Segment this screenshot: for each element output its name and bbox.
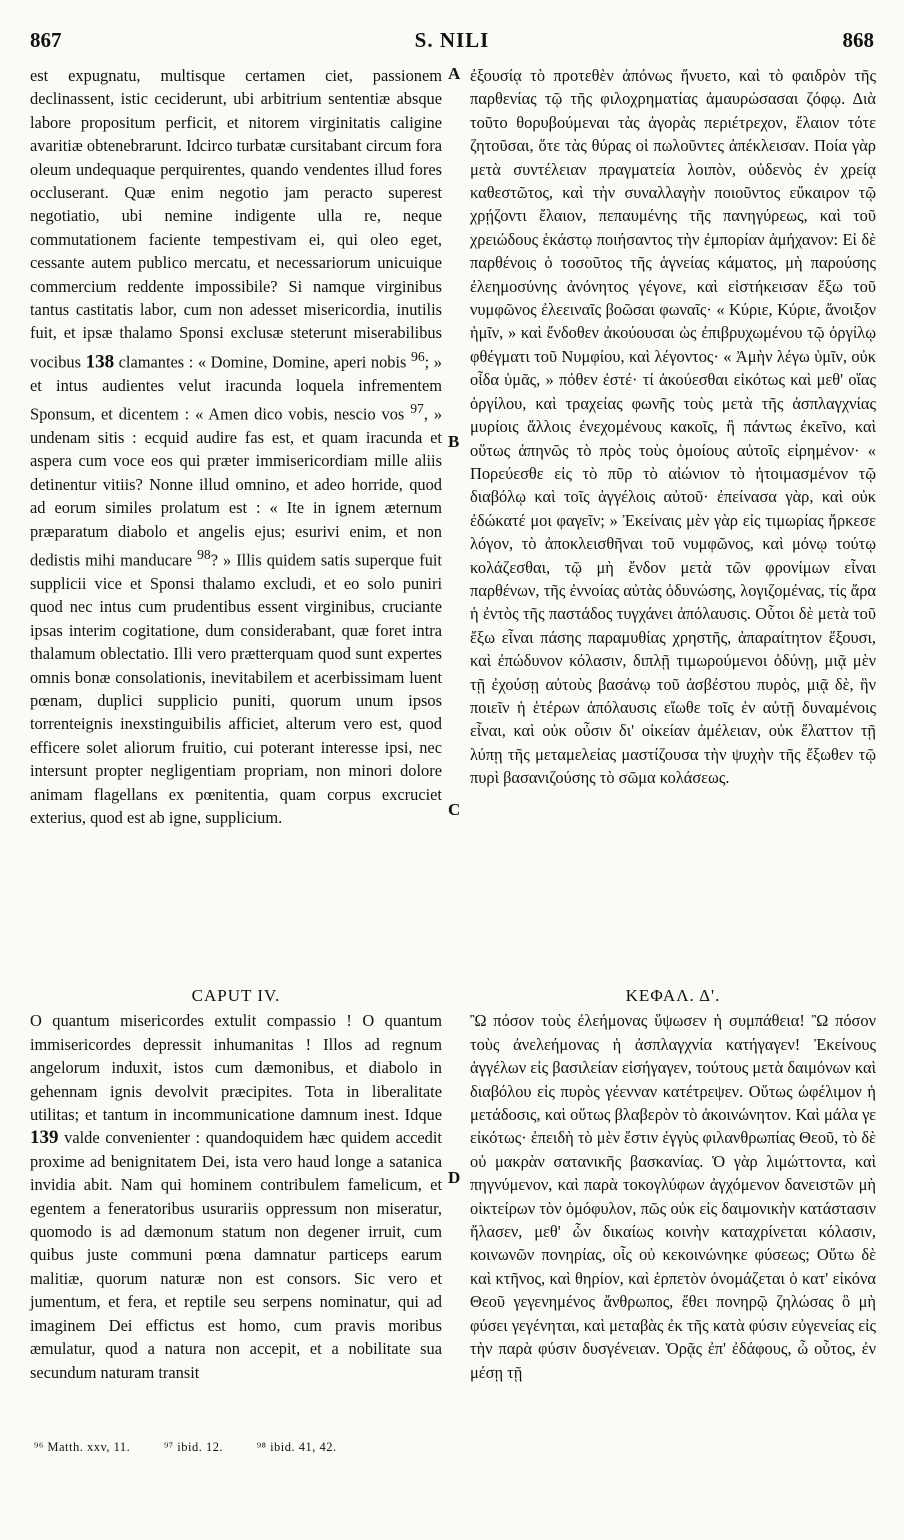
margin-letter-b: B: [448, 432, 460, 451]
left-column-number: 867: [30, 28, 62, 52]
footnote-98: ⁹⁸ ibid. 41, 42.: [256, 1440, 337, 1454]
latin-text-upper: [30, 64, 442, 829]
latin-chapter-heading: CAPUT IV.: [191, 986, 281, 1005]
greek-chapter-4: [470, 984, 876, 1384]
margin-letter-a: A: [448, 64, 461, 83]
column-marker-138: 138: [85, 351, 115, 373]
right-column-number: 868: [842, 28, 874, 52]
page-header: [30, 28, 874, 62]
margin-letter-c: C: [448, 800, 461, 819]
footnote-97: ⁹⁷ ibid. 12.: [163, 1440, 224, 1454]
column-marker-139: 139: [30, 1127, 59, 1149]
greek-chapter-text: Ὢ πόσον τοὺς ἐλεήμονας ὕψωσεν ἡ συμπάθεια! Ὢ πόσον τοὺς ἀνελεήμονας ἡ ἀσπλαγχνία κατήγαγεν! Ἐκείνους ἀγγέλων εἰς βασιλείαν εἰσήγαγεν, τούτους μετὰ δαιμόνων καὶ διαβόλου εἰς πυρὸς γέενναν κατέτρεψεν. Οὕτως ὠφέλιμον ἡ μετάδοσις, καὶ οὕτως βλαβερὸν τὸ ἀκοινώνητον. Καὶ μάλα γε εἰκότως· ἐπειδὴ τὸ μὲν ἔστιν ἐγγὺς φιλανθρωπίας Θεοῦ, τὸ δὲ οὐ μακρὰν σατανικῆς βασκανίας. Ὁ γὰρ λιμώττοντα, καὶ πηγνύμενον, καὶ παρὰ τοκογλύφων ἀγχόμενον δανειστῶν μὴ οἰκτείρων τὸν ὁμόφυλον, πῶς οὐκ εἰς δαιμονικὴν κατάστασιν ἤλασεν, μεθ' ὧν δικαίως κοινὴν καταχρίνεται κόλασιν, κοινωνῶν πονηρίας, οἷς οὐ κεκοινώνηκε φύσεως; Οὕτω δὲ καὶ κτῆνος, καὶ θηρίον, καὶ ἑρπετὸν ὀνομάζεται ὁ κατ' εἰκόνα Θεοῦ γεγενημένος ἄνθρωπος, ἔθει πονηρῷ ζηλώσας ὃ μὴ φύσει γεγένηται, καὶ μεταβὰς ἐκ τῆς κατὰ φύσιν εὐγενείας εἰς τὴν παρὰ φύσιν δυσγένειαν. Ὁρᾷς ἐπ' ἐδάφους, ὦ οὗτος, ἐν μέσῃ τῇ: [470, 1011, 876, 1382]
latin-paragraph: est expugnatu, multisque certamen ciet, passionem declinassent, istic ceciderunt, ubi arbitrium sententiæ absque labore propositum perficit, et nitorem virginitatis caligine avaritiæ obtenebrarunt. Idcirco turbatæ cursitabant circum fora oleum undequaque perquirentes, quando vendentes illud fores occluserant. Quæ enim negotio jam peracto superest negotiatio, ubi nemine indigente ulla re, neque commutationem faciente tempestivam ei, qui oleo eget, cessante autem publico mercatu, et necessariorum unicuique commercium reddente impossibile? Si namque virginibus tantus castitatis labor, cum non adesset misericordia, inutilis fuit, et ipsæ thalamo Sponsi exclusæ steterunt miserabilibus vocibus 138 clamantes : « Domine, Domine, aperi nobis $^{96}$; » et intus audientes velut iracunda loquela infrementem Sponsum, et dicentem : « Amen dico vobis, nescio vos $^{97}$, » undenam sitis : ecquid audire fas est, et quam iracunda et aspera cum voce eos qui præter immisericordiam mille aliis detinentur vitiis? Nonne illud omnino, et adeo horride, quod ad eorum similes prolatum est : « Ite in ignem æternum præparatum diabolo et angelis ejus; esurivi enim, et non dedistis mihi manducare $^{98}$? » Illis quidem satis superque fuit supplicii vice et Sponsi thalamo excludi, et eo solo puniri quod nec intus cum prudentibus essent virginibus, cruciante ipsas interim cogitatione, dum considerabant, quæ foret intra thalamum oblectatio. Illi vero prætterquam quod sunt expertes omnis bonæ consolationis, inevitabilem et acerbissimam luent pœnam, duplici supplicio puniti, quorum unum ipsos torrenteignis inexstinguibilis afficiet, alterum vero est, quod efficere solet aliorum fruitio, cui poterant interesse ipsi, nec intersunt propter negligentiam propriam, non minori dolore animam flagellans ex pœnitentia, quam corpus excruciet exterius, quod est ab igne, supplicium.: [30, 66, 443, 827]
greek-chapter-heading: ΚΕΦΑΛ. Δ'.: [625, 986, 721, 1005]
footnote-ref-97: 97: [410, 401, 424, 417]
margin-letter-d: D: [448, 1168, 461, 1187]
footnote-96: ⁹⁶ Matth. xxv, 11.: [34, 1440, 131, 1454]
footnote-ref-96: 96: [411, 348, 425, 364]
page-title: S. NILI: [414, 28, 490, 52]
greek-paragraph: ἐξουσίᾳ τὸ προτεθὲν ἀπόνως ἤνυετο, καὶ τὸ φαιδρὸν τῆς παρθενίας τῷ τῆς φιλοχρηματίας ἀμαυρώσασαι ζόφῳ. Διὰ τοῦτο θορυβούμεναι τὰς ἀγορὰς περιέτρεχον, ἔλαιον τότε ζητοῦσαι, ὅτε τὰς θύρας οἱ πωλοῦντες ἀπέκλεισαν. Ποία γὰρ μετὰ συντέλειαν πραγματεία λοιπὸν, οὐδενὸς ἐν χρείᾳ καθεστῶτος, καὶ τὴν συναλλαγὴν ποιοῦντος εὔκαιρον τῷ χρῄζοντι ἔλαιον, πεπαυμένης τῆς πανηγύρεως, καὶ τοῦ χρειώδους ἑκάστῳ ποιήσαντος τὴν ἐμπορίαν ἀμήχανον: Εἰ δὲ παρθένοις ὁ τοσοῦτος τῆς ἁγνείας κάματος, μὴ παρούσης ἐλεημοσύνης ἀνόνητος γέγονε, καὶ εἱστήκεισαν ἔξω τοῦ νυμφῶνος ἐλεειναῖς βοῶσαι φωναῖς· « Κύριε, Κύριε, ἄνοιξον ἡμῖν, » καὶ ἔνδοθεν ἀκούουσαι ὡς ἐπιβρυχωμένου τῷ ὀργίλῳ φθέγματι τοῦ Νυμφίου, καὶ λέγοντος· « Ἀμὴν λέγω ὑμῖν, οὐκ οἶδα ὑμᾶς, » πόθεν ἐστέ· τί ἀκούεσθαι εἰκότως καὶ μεθ' οἵας ὀργίλου, καὶ τραχείας φωνῆς τοὺς μετὰ τῆς ἀσπλαγχνίας μυρίοις ἄλλοις ἐνεχομένους κακοῖς, ἢ πάντως ἐκεῖνο, καὶ οὕτως ἀπηνῶς τὸ πρὸς τοὺς ὁμοίους αὐτοῖς εἰρημένον· « Πορεύεσθε εἰς τὸ πῦρ τὸ αἰώνιον τὸ ἡτοιμασμένον τῷ διαβόλῳ καὶ τοῖς ἀγγέλοις αὐτοῦ· ἐπείνασα γὰρ, καὶ οὐκ ἐδώκατέ μοι φαγεῖν; » Ἐκείναις μὲν γὰρ εἰς τιμωρίας ἤρκεσε λόγον, τὸ ἀποκλεισθῆναι τοῦ νυμφῶνος, καὶ μόνῳ τούτῳ κολάζεσθαι, τῷ μὴ ἔνδον μετὰ τῶν φρονίμων εἶναι παρθένων, τῆς ἐννοίας αὐτὰς ὀδυνώσης, λογιζομένας, τίς ἄρα ἡ ἐντὸς τῆς παστάδος τυγχάνει ἀπόλαυσις. Οὗτοι δὲ μετὰ τοῦ ἔξω εἶναι πάσης παραμυθίας χρηστῆς, ἀπαραίτητον ἕξουσι, καὶ ἐπώδυνον κόλασιν, διπλῇ τιμωρούμενοι ὀδύνῃ, μιᾷ μὲν τῇ ἐχούσῃ αὐτοὺς βασάνῳ τοῦ ἀσβέστου πυρὸς, μιᾷ δὲ, ἣν ποιεῖν ἡ ἑτέρων ἀπόλαυσις εἴωθε τοῖς ἐν αὐτῇ δυναμένοις εἶναι, καὶ οὐκ οὖσιν δι' οἰκείαν ἀμέλειαν, οὐκ ἔλαττον τῇ λύπῃ τῆς μεταμελείας μαστίζουσα τὴν ψυχὴν τῆς ἔξωθεν τῷ πυρὶ βασανιζούσης τὸ σῶμα κολάσεως.: [470, 66, 876, 788]
footnote-ref-98: 98: [197, 547, 211, 563]
latin-chapter-4: [30, 984, 442, 1384]
footnotes: [34, 1440, 464, 1455]
greek-text-upper: [470, 64, 876, 790]
latin-chapter-text: O quantum misericordes extulit compassio ! O quantum immisericordes depressit inhumanitas ! Illos ad regnum angelorum induxit, istos cum dæmonibus, et diabolo in gehennam ignis devolvit præcipites. Tota in liberalitate utilitas; et tantum in incommunicatione damnum inest. Idque 139 valde convenienter : quandoquidem hæc quidem accedit proxime ad benignitatem Dei, ista vero haud longe a satanica invidia abit. Nam qui hominem contribulem famelicum, et egentem a feneratoribus usurariis oppressum non miseratur, quomodo is ad dæmonum statum non degener irruit, cum quibus juste communi pœna damnatur particeps earum malitiæ, quorum naturæ non est consors. Sic vero et jumentum, et fera, et reptile seu serpens nominatur, qui ad imaginem Dei effictus est homo, cum pravis moribus æmulatur, quod a natura non accepit, et a nobilitate sua secundum naturam transit: [30, 1011, 442, 1382]
